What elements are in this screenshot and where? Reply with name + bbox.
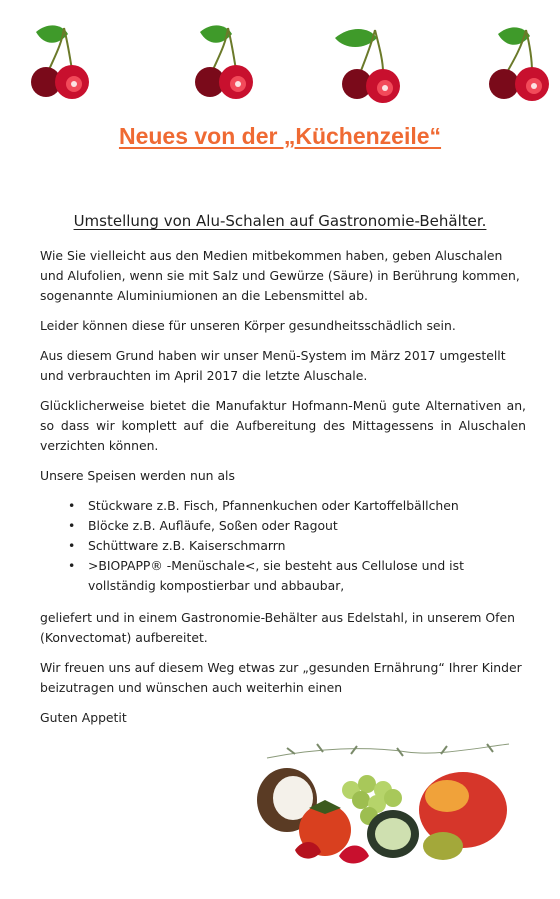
cherry-icon: [478, 20, 558, 105]
paragraph-delivery: geliefert und in einem Gastronomie-Behälter aus Edelstahl, in unserem Ofen (Konvectomat) aufbereitet.: [40, 610, 515, 645]
food-type-list: [40, 496, 526, 596]
bullet-icon: •: [68, 498, 76, 513]
closing-greeting: Guten Appetit: [40, 710, 127, 725]
paragraph-health: Leider können diese für unseren Körper gesundheitsschädlich sein.: [40, 318, 456, 333]
paragraph-alternatives: Glücklicherweise bietet die Manufaktur Hofmann-Menü gute Alternativen an, so dass wir komplett auf die Aufbereitung des Mittagessens in Aluschalen verzichten können.: [40, 398, 526, 453]
list-item: • Stückware z.B. Fisch, Pfannenkuchen oder Kartoffelbällchen: [68, 496, 526, 516]
list-item: • Schüttware z.B. Kaiserschmarrn: [68, 536, 526, 556]
paragraph-intro-list: Unsere Speisen werden nun als: [40, 468, 235, 483]
section-heading: Umstellung von Alu-Schalen auf Gastronomie-Behälter.: [73, 212, 487, 230]
paragraph-media: Wie Sie vielleicht aus den Medien mitbekommen haben, geben Aluschalen und Alufolien, wenn sie mit Salz und Gewürze (Säure) in Berührung kommen, sogenannte Aluminiumionen an die Lebensmittel ab.: [40, 248, 520, 303]
page-title: Neues von der „Küchenzeile“: [118, 123, 442, 149]
list-item: • >BIOPAPP® -Menüschale<, sie besteht aus Cellulose und ist vollständig kompostierbar und abbaubar,: [68, 558, 464, 593]
cherry-icon: [182, 20, 262, 105]
paragraph-change: Aus diesem Grund haben wir unser Menü-System im März 2017 umgestellt und verbrauchten im April 2017 die letzte Aluschale.: [40, 348, 506, 383]
paragraph-thanks: Wir freuen uns auf diesem Weg etwas zur „gesunden Ernährung“ Ihrer Kinder beizutragen und wünschen auch weiterhin einen: [40, 660, 522, 695]
cherry-decoration-row: [0, 20, 560, 110]
cherry-icon: [325, 20, 405, 105]
bullet-icon: •: [68, 558, 76, 573]
fruit-photo: [247, 738, 515, 868]
bullet-icon: •: [68, 538, 76, 553]
bullet-icon: •: [68, 518, 76, 533]
list-item: • Blöcke z.B. Aufläufe, Soßen oder Ragout: [68, 516, 526, 536]
cherry-icon: [18, 20, 98, 105]
article-body: [40, 246, 526, 738]
